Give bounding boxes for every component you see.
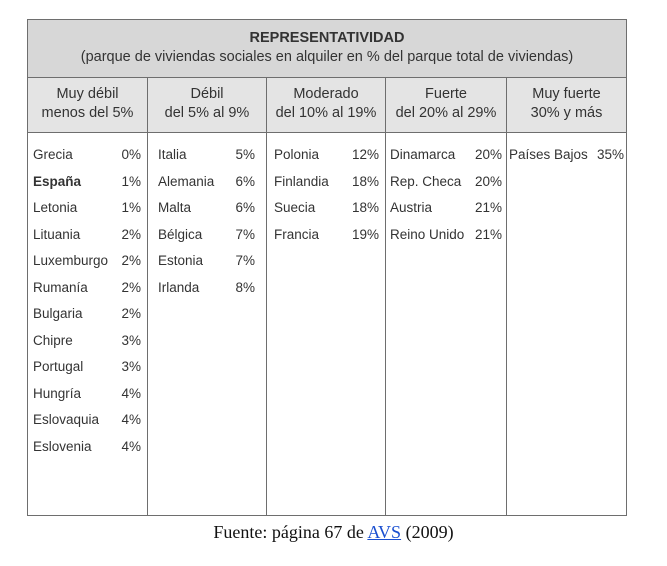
table-row: [509, 147, 624, 174]
percentage-value: 12%: [351, 147, 379, 162]
percentage-value: 7%: [235, 253, 255, 268]
table-row: [158, 174, 255, 201]
column-header-range: menos del 5%: [41, 105, 134, 121]
column-divider: [147, 78, 148, 515]
country-name: Rep. Checa: [390, 173, 462, 189]
percentage-value: 2%: [121, 306, 141, 321]
country-name: Reino Unido: [390, 226, 465, 242]
table-row: [33, 280, 141, 307]
table-row: [33, 200, 141, 227]
table-row: [33, 386, 141, 413]
country-name: Grecia: [33, 147, 73, 162]
country-name: Italia: [158, 147, 187, 162]
country-name: Eslovaquia: [33, 412, 100, 427]
country-name: Irlanda: [158, 279, 200, 295]
table-title-band: [28, 20, 626, 78]
country-name: Austria: [390, 200, 433, 215]
column-body-debil: [158, 147, 255, 306]
country-name: Francia: [274, 226, 320, 242]
column-body-muy-debil: [33, 147, 141, 465]
country-name: Eslovenia: [33, 438, 92, 454]
avs-link[interactable]: AVS: [367, 522, 402, 542]
column-header-range: del 20% al 29%: [395, 105, 497, 121]
country-name: Rumanía: [33, 279, 88, 295]
column-header-moderado: [267, 78, 385, 133]
column-header-debil: [148, 78, 266, 133]
country-name: Polonia: [274, 147, 320, 162]
country-name: Países Bajos: [509, 147, 588, 162]
percentage-value: 18%: [351, 200, 379, 215]
percentage-value: 2%: [121, 253, 141, 268]
table-row: [33, 359, 141, 386]
column-divider: [385, 78, 386, 515]
table-row: [274, 147, 379, 174]
country-name: Estonia: [158, 253, 204, 268]
column-header-title: Muy débil: [56, 86, 119, 102]
table-subtitle: (parque de viviendas sociales en alquiler en % del parque total de viviendas): [80, 49, 574, 65]
country-name: Letonia: [33, 200, 78, 215]
percentage-value: 21%: [474, 200, 502, 215]
percentage-value: 2%: [121, 279, 141, 295]
table-row: [33, 174, 141, 201]
column-header-muy-debil: [28, 78, 147, 133]
table-row: [158, 253, 255, 280]
column-body-muy-fuerte: [509, 147, 624, 174]
percentage-value: 6%: [235, 200, 255, 215]
column-header-title: Débil: [190, 86, 224, 102]
percentage-value: 6%: [235, 173, 255, 189]
country-name: Alemania: [158, 173, 215, 189]
country-name: Hungría: [33, 385, 82, 401]
table-row: [274, 200, 379, 227]
column-header-range: 30% y más: [530, 105, 603, 121]
country-name: Bulgaria: [33, 306, 83, 321]
percentage-value: 5%: [235, 147, 255, 162]
percentage-value: 1%: [121, 173, 141, 189]
country-name: Suecia: [274, 200, 316, 215]
percentage-value: 4%: [121, 438, 141, 454]
column-header-range: del 10% al 19%: [275, 105, 377, 121]
source-caption: [0, 522, 667, 543]
table-row: [33, 412, 141, 439]
country-name: Chipre: [33, 332, 73, 348]
percentage-value: 0%: [121, 147, 141, 162]
percentage-value: 21%: [474, 226, 502, 242]
caption-suffix: (2009): [401, 522, 454, 542]
percentage-value: 4%: [121, 385, 141, 401]
column-divider: [506, 78, 507, 515]
table-row: [390, 174, 502, 201]
column-header-muy-fuerte: [507, 78, 626, 133]
percentage-value: 20%: [474, 173, 502, 189]
percentage-value: 1%: [121, 200, 141, 215]
table-row: [33, 147, 141, 174]
country-name: Luxemburgo: [33, 253, 109, 268]
table-title: REPRESENTATIVIDAD: [249, 30, 405, 46]
percentage-value: 19%: [351, 226, 379, 242]
percentage-value: 2%: [121, 226, 141, 242]
percentage-value: 20%: [474, 147, 502, 162]
table-row: [158, 200, 255, 227]
percentage-value: 4%: [121, 412, 141, 427]
table-row: [390, 200, 502, 227]
column-header-fuerte: [386, 78, 506, 133]
country-name: Lituania: [33, 226, 81, 242]
percentage-value: 35%: [596, 147, 624, 162]
table-row: [33, 333, 141, 360]
column-divider: [266, 78, 267, 515]
table-row: [390, 227, 502, 254]
country-name: Portugal: [33, 359, 84, 374]
country-name: Bélgica: [158, 226, 203, 242]
table-row: [390, 147, 502, 174]
column-header-title: Fuerte: [425, 86, 467, 102]
table-row: [33, 253, 141, 280]
representatividad-table: [27, 19, 627, 516]
country-name: Dinamarca: [390, 147, 456, 162]
percentage-value: 18%: [351, 173, 379, 189]
percentage-value: 3%: [121, 332, 141, 348]
country-name: España: [33, 173, 82, 189]
column-header-title: Moderado: [293, 86, 359, 102]
percentage-value: 8%: [235, 279, 255, 295]
country-name: Finlandia: [274, 173, 329, 189]
percentage-value: 3%: [121, 359, 141, 374]
column-header-range: del 5% al 9%: [164, 105, 250, 121]
column-body-fuerte: [390, 147, 502, 253]
table-row: [33, 227, 141, 254]
table-row: [274, 227, 379, 254]
country-name: Malta: [158, 200, 192, 215]
percentage-value: 7%: [235, 226, 255, 242]
table-row: [158, 227, 255, 254]
table-row: [158, 280, 255, 307]
column-body-moderado: [274, 147, 379, 253]
table-row: [33, 439, 141, 466]
column-header-title: Muy fuerte: [532, 86, 601, 102]
table-row: [33, 306, 141, 333]
caption-prefix: Fuente: página 67 de: [213, 522, 368, 542]
table-row: [274, 174, 379, 201]
table-row: [158, 147, 255, 174]
